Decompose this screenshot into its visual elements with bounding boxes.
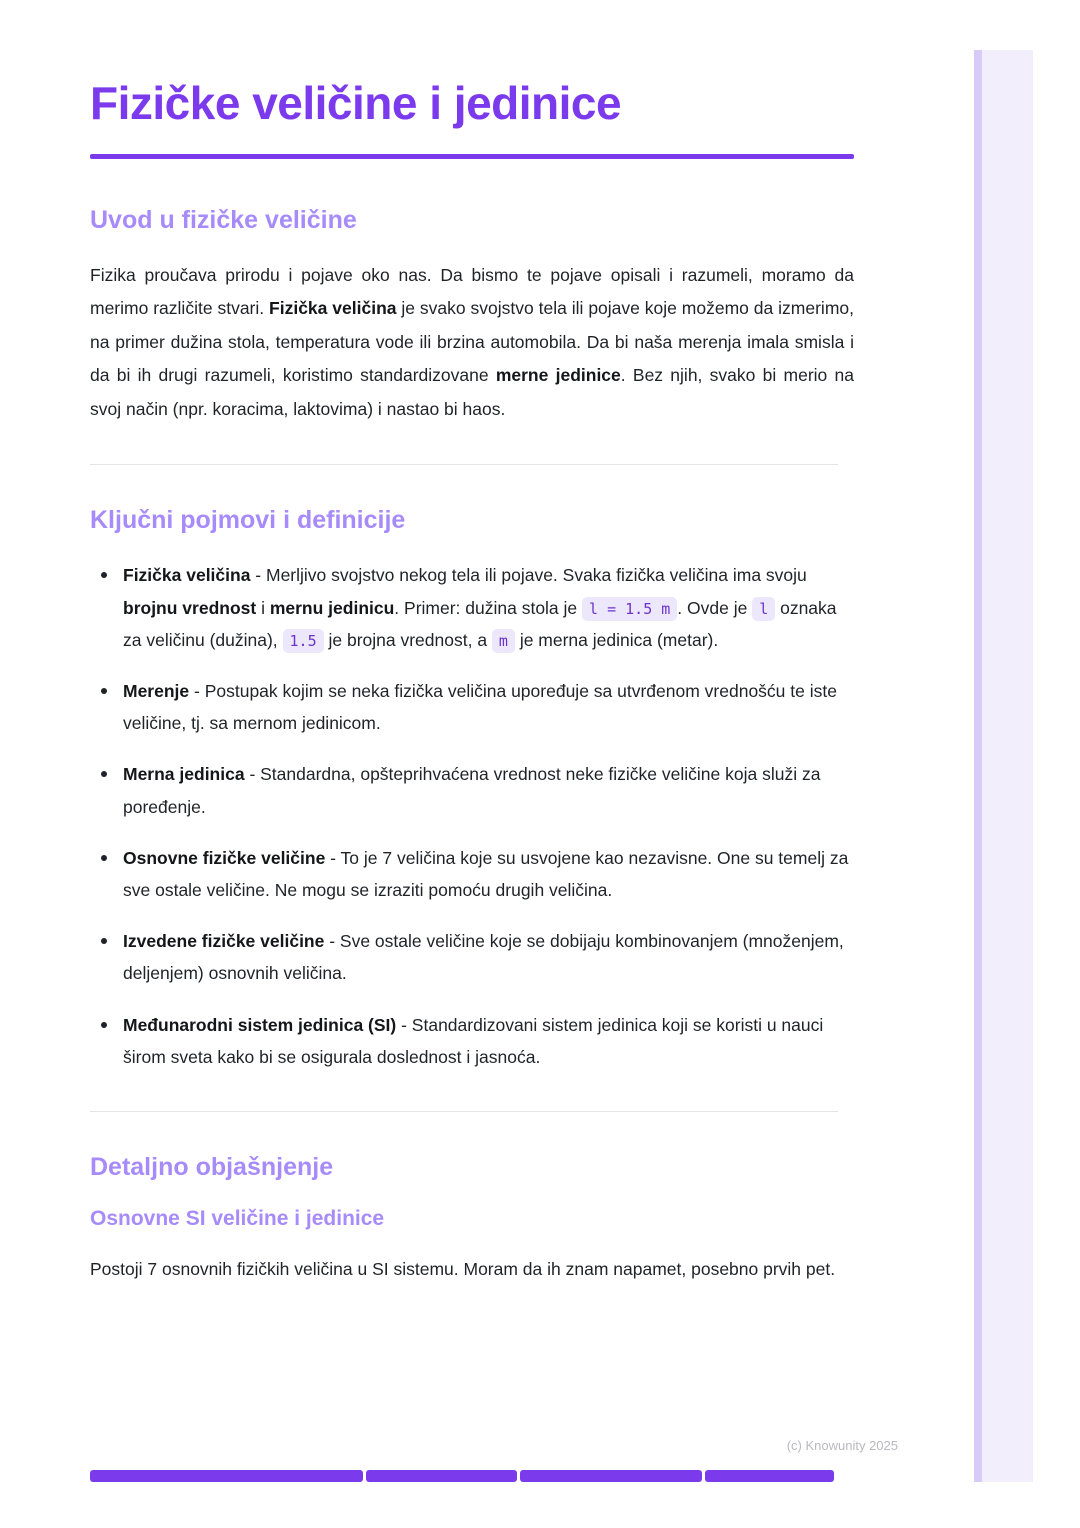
heading-detaljno-objasnjenje: Detaljno objašnjenje — [90, 1152, 334, 1181]
intro-text-2: je svako svojstvo tela ili pojave koje možemo da izmerimo, na primer dužina stola, temperatura vode ili brzina automobila. Da bi naša merenja imala smisla i da bi ih drugi razumeli, koristimo standardizovane — [90, 298, 854, 386]
list-item — [90, 559, 854, 656]
intro-paragraph — [90, 259, 854, 427]
page-title: Fizičke veličine i jedinice — [90, 77, 622, 129]
code-chip-value: 1.5 — [283, 629, 324, 653]
term-bold-1: brojnu vrednost — [123, 597, 257, 618]
detailed-paragraph: Postoji 7 osnovnih fizičkih veličina u SI sistemu. Moram da ih znam napamet, posebno prvih pet. — [90, 1259, 836, 1280]
intro-bold-1: Fizička veličina — [269, 298, 397, 319]
code-chip-formula: l = 1.5 m — [582, 597, 677, 621]
section-intro — [90, 205, 854, 427]
code-chip-unit: m — [492, 629, 515, 653]
term-text: - Sve ostale veličine koje se dobijaju kombinovanjem (množenjem, deljenjem) osnovnih veličina. — [123, 931, 844, 984]
term-bold-2: mernu jedinicu — [269, 597, 395, 618]
list-item — [90, 675, 854, 739]
intro-text-3: . Bez njih, svako bi merio na svoj način (npr. koracima, laktovima) i nastao bi haos. — [90, 365, 854, 419]
progress-segment — [520, 1470, 702, 1482]
term-text-6: je brojna vrednost, a — [323, 629, 492, 650]
term-label: Merenje — [123, 681, 190, 702]
term-text: - Postupak kojim se neka fizička veličina upoređuje sa utvrđenom vrednošću te iste veličine, tj. sa mernom jedinicom. — [123, 681, 837, 734]
intro-text-1: Fizika proučava prirodu i pojave oko nas. Da bismo te pojave opisali i razumeli, moramo da merimo različite stvari. — [90, 264, 854, 319]
heading-kljucni-pojmovi: Ključni pojmovi i definicije — [90, 506, 406, 535]
term-text: - Standardna, opšteprihvaćena vrednost neke fizičke veličine koja služi za poređenje. — [123, 764, 821, 817]
term-text-1: - Merljivo svojstvo nekog tela ili pojave. Svaka fizička veličina ima svoju — [250, 565, 807, 586]
term-text-3: . Primer: dužina stola je — [394, 597, 583, 618]
list-item — [90, 842, 854, 906]
intro-bold-2: merne jedinice — [495, 365, 621, 386]
heading-uvod: Uvod u fizičke veličine — [90, 205, 357, 234]
term-text-4: . Ovde je — [677, 597, 753, 618]
term-label: Izvedene fizičke veličine — [123, 931, 325, 952]
subheading-osnovne-si: Osnovne SI veličine i jedinice — [90, 1206, 385, 1230]
list-item — [90, 1009, 854, 1073]
term-label: Osnovne fizičke veličine — [123, 847, 326, 868]
progress-segment — [366, 1470, 518, 1482]
term-text-7: je merna jedinica (metar). — [514, 629, 719, 650]
list-item — [90, 925, 854, 989]
term-text-2: i — [256, 597, 270, 618]
title-underline-rule — [90, 154, 854, 159]
decorative-side-panel — [974, 50, 1033, 1482]
section-detailed-explanation — [90, 1152, 854, 1287]
code-chip-symbol: l — [752, 597, 775, 621]
section-divider-2 — [90, 1111, 838, 1112]
section-divider-1 — [90, 464, 838, 465]
term-text: - Standardizovani sistem jedinica koji se koristi u nauci širom sveta kako bi se osigurala doslednost i jasnoća. — [123, 1014, 824, 1067]
key-terms-list — [90, 559, 854, 1072]
term-text: - To je 7 veličina koje su usvojene kao nezavisne. One su temelj za sve ostale veličine. Ne mogu se izraziti pomoću drugih veličina. — [123, 847, 849, 900]
term-label: Međunarodni sistem jedinica (SI) — [123, 1014, 397, 1035]
list-item — [90, 758, 854, 822]
progress-segment — [705, 1470, 834, 1482]
progress-segment — [90, 1470, 363, 1482]
term-label: Merna jedinica — [123, 764, 245, 785]
progress-bar[interactable] — [90, 1470, 834, 1482]
section-key-terms — [90, 505, 854, 1072]
term-text-5: oznaka za veličinu (dužina), — [123, 597, 837, 650]
term-label: Fizička veličina — [123, 565, 251, 586]
copyright-notice: (c) Knowunity 2025 — [786, 1438, 898, 1453]
